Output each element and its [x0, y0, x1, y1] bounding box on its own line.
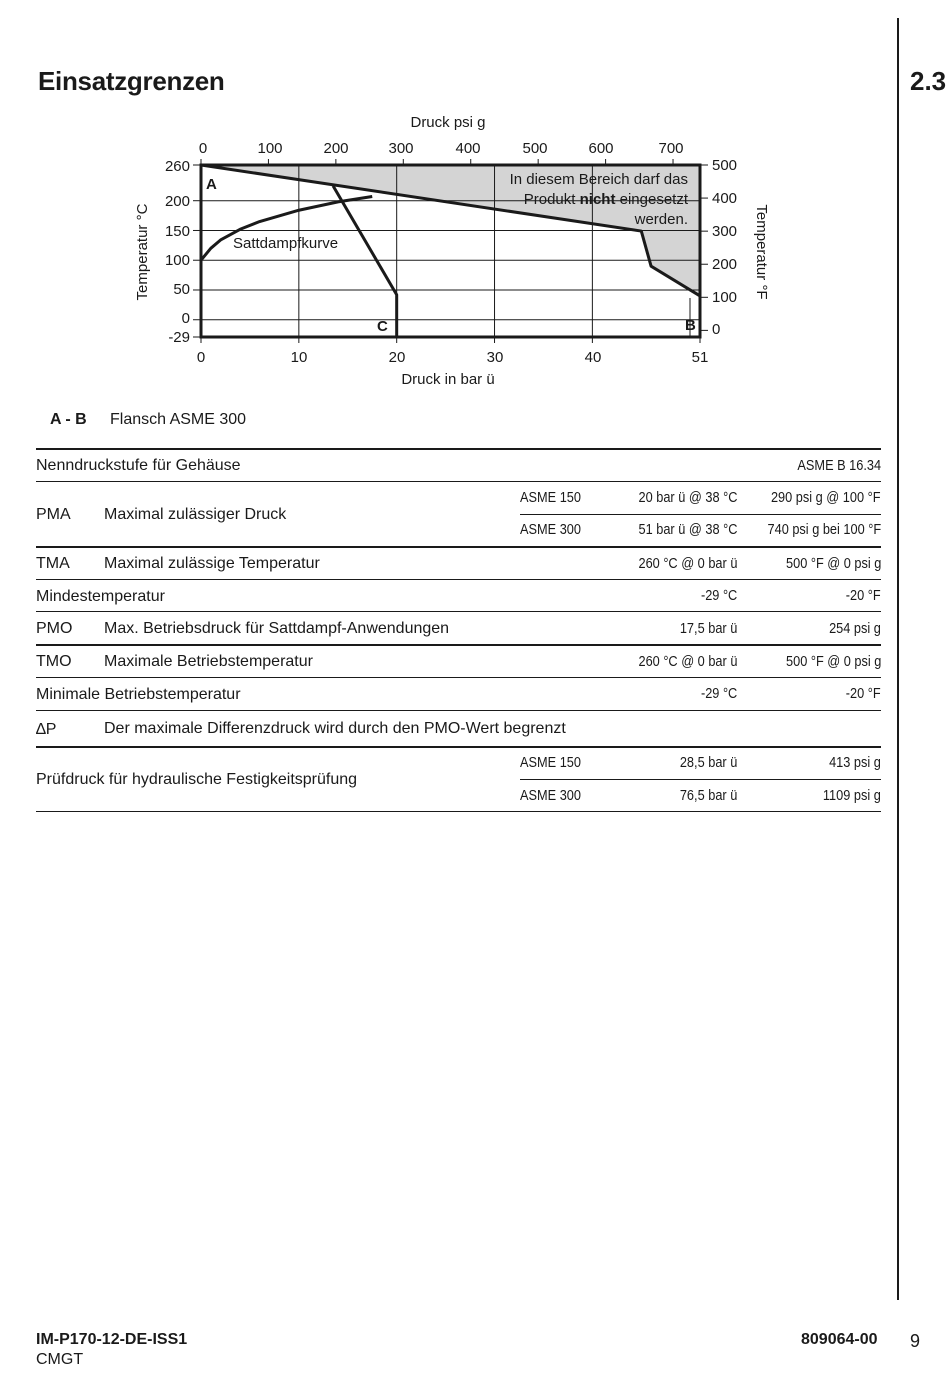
top-tick-100: 100 — [257, 140, 283, 157]
pma-asme150-metric: 20 bar ü @ 38 °C — [638, 490, 737, 506]
table-rule — [36, 746, 881, 748]
minbetrieb-metric: -29 °C — [700, 686, 737, 702]
left-tick-0: 0 — [181, 310, 190, 327]
tmo-label: Maximale Betriebstemperatur — [104, 653, 313, 670]
right-tick-0: 0 — [712, 321, 721, 338]
right-tick-400: 400 — [712, 190, 738, 207]
left-tick-260: 260 — [164, 158, 190, 175]
pmo-label: Max. Betriebsdruck für Sattdampf-Anwendungen — [104, 620, 450, 637]
bottom-tick-0: 0 — [196, 349, 206, 366]
tma-metric: 260 °C @ 0 bar ü — [638, 556, 737, 572]
pruef-asme150-metric: 28,5 bar ü — [679, 755, 737, 771]
table-rule — [36, 546, 881, 548]
pmo-imperial: 254 psi g — [829, 621, 881, 637]
table-rule — [36, 579, 881, 580]
saturated-steam-label: Sattdampfkurve — [233, 235, 339, 252]
tmo-metric: 260 °C @ 0 bar ü — [638, 654, 737, 670]
document-id: IM-P170-12-DE-ISS1 — [36, 1331, 188, 1348]
table-rule — [36, 644, 881, 646]
bottom-tick-51: 51 — [691, 349, 709, 366]
table-rule-bottom — [36, 811, 881, 812]
pruef-asme150-imperial: 413 psi g — [829, 755, 881, 771]
page-number: 9 — [910, 1331, 921, 1351]
chart-legend — [50, 411, 247, 429]
bottom-tick-30: 30 — [486, 349, 504, 366]
tmo-imperial: 500 °F @ 0 psi g — [785, 654, 881, 670]
mindest-label: Mindestemperatur — [36, 588, 165, 605]
pruef-asme300-imperial: 1109 psi g — [823, 788, 881, 804]
table-rule — [36, 710, 881, 711]
limit-line-c — [333, 186, 397, 337]
left-tick-minus29: -29 — [168, 329, 190, 346]
pruef-asme300-metric: 76,5 bar ü — [679, 788, 737, 804]
top-tick-200: 200 — [323, 140, 349, 157]
region-note-line1: In diesem Bereich darf das — [509, 171, 688, 188]
top-tick-400: 400 — [455, 140, 481, 157]
pma-asme300-class: ASME 300 — [520, 522, 582, 538]
left-axis-label: Temperatur °C — [134, 203, 151, 301]
pma-asme150-class: ASME 150 — [520, 490, 582, 506]
tma-imperial: 500 °F @ 0 psi g — [785, 556, 881, 572]
document-sub: CMGT — [36, 1351, 84, 1368]
bottom-tick-10: 10 — [290, 349, 308, 366]
top-tick-0: 0 — [198, 140, 208, 157]
top-tick-300: 300 — [388, 140, 414, 157]
point-a-label: A — [206, 176, 217, 193]
minbetrieb-label: Minimale Betriebstemperatur — [36, 686, 241, 703]
pressure-temperature-chart — [0, 0, 950, 400]
top-axis-label: Druck psi g — [410, 114, 486, 131]
right-tick-100: 100 — [712, 289, 738, 306]
section-number: 2.3 — [910, 66, 947, 96]
left-tick-150: 150 — [164, 223, 190, 240]
legend-key: A - B — [50, 411, 87, 428]
document-code: 809064-00 — [801, 1331, 878, 1348]
pmo-metric: 17,5 bar ü — [679, 621, 737, 637]
table-rule-partial — [520, 514, 881, 515]
table-rule — [36, 677, 881, 678]
left-tick-50: 50 — [173, 281, 190, 298]
table-rule-partial — [520, 779, 881, 780]
pruef-label: Prüfdruck für hydraulische Festigkeitsprüfung — [36, 771, 358, 788]
right-tick-200: 200 — [712, 256, 738, 273]
table-rule — [36, 481, 881, 482]
top-tick-500: 500 — [522, 140, 548, 157]
minbetrieb-imperial: -20 °F — [846, 686, 881, 702]
tma-code: TMA — [36, 555, 70, 572]
tma-label: Maximal zulässige Temperatur — [104, 555, 320, 572]
pma-asme300-imperial: 740 psi g bei 100 °F — [767, 522, 881, 538]
page-title: Einsatzgrenzen — [38, 66, 225, 96]
mindest-metric: -29 °C — [700, 588, 737, 604]
bottom-axis-label: Druck in bar ü — [401, 371, 495, 388]
pruef-asme150-class: ASME 150 — [520, 755, 582, 771]
point-b-label: B — [685, 317, 696, 334]
right-axis-label: Temperatur °F — [753, 204, 770, 300]
left-tick-200: 200 — [164, 193, 190, 210]
dp-label: Der maximale Differenzdruck wird durch den PMO-Wert begrenzt — [104, 720, 566, 737]
pmo-code: PMO — [36, 620, 73, 637]
nenndruck-value: ASME B 16.34 — [797, 458, 881, 474]
region-note-line3: werden. — [634, 211, 688, 228]
legend-description: Flansch ASME 300 — [110, 411, 247, 428]
pma-asme300-metric: 51 bar ü @ 38 °C — [638, 522, 737, 538]
left-tick-100: 100 — [164, 252, 190, 269]
table-rule — [36, 611, 881, 612]
pma-code: PMA — [36, 506, 71, 523]
bottom-tick-40: 40 — [584, 349, 602, 366]
pma-label: Maximal zulässiger Druck — [104, 506, 287, 523]
dp-code: ∆P — [36, 721, 57, 738]
bottom-tick-20: 20 — [388, 349, 406, 366]
pma-asme150-imperial: 290 psi g @ 100 °F — [771, 490, 881, 506]
mindest-imperial: -20 °F — [846, 588, 881, 604]
top-tick-700: 700 — [658, 140, 684, 157]
region-note-line2: Produkt nicht eingesetzt — [523, 191, 688, 208]
right-tick-300: 300 — [712, 223, 738, 240]
point-c-label: C — [377, 318, 388, 335]
nenndruck-label: Nenndruckstufe für Gehäuse — [36, 457, 241, 474]
tmo-code: TMO — [36, 653, 72, 670]
table-rule-top — [36, 448, 881, 450]
pruef-asme300-class: ASME 300 — [520, 788, 582, 804]
right-tick-500: 500 — [712, 157, 738, 174]
top-tick-600: 600 — [588, 140, 614, 157]
